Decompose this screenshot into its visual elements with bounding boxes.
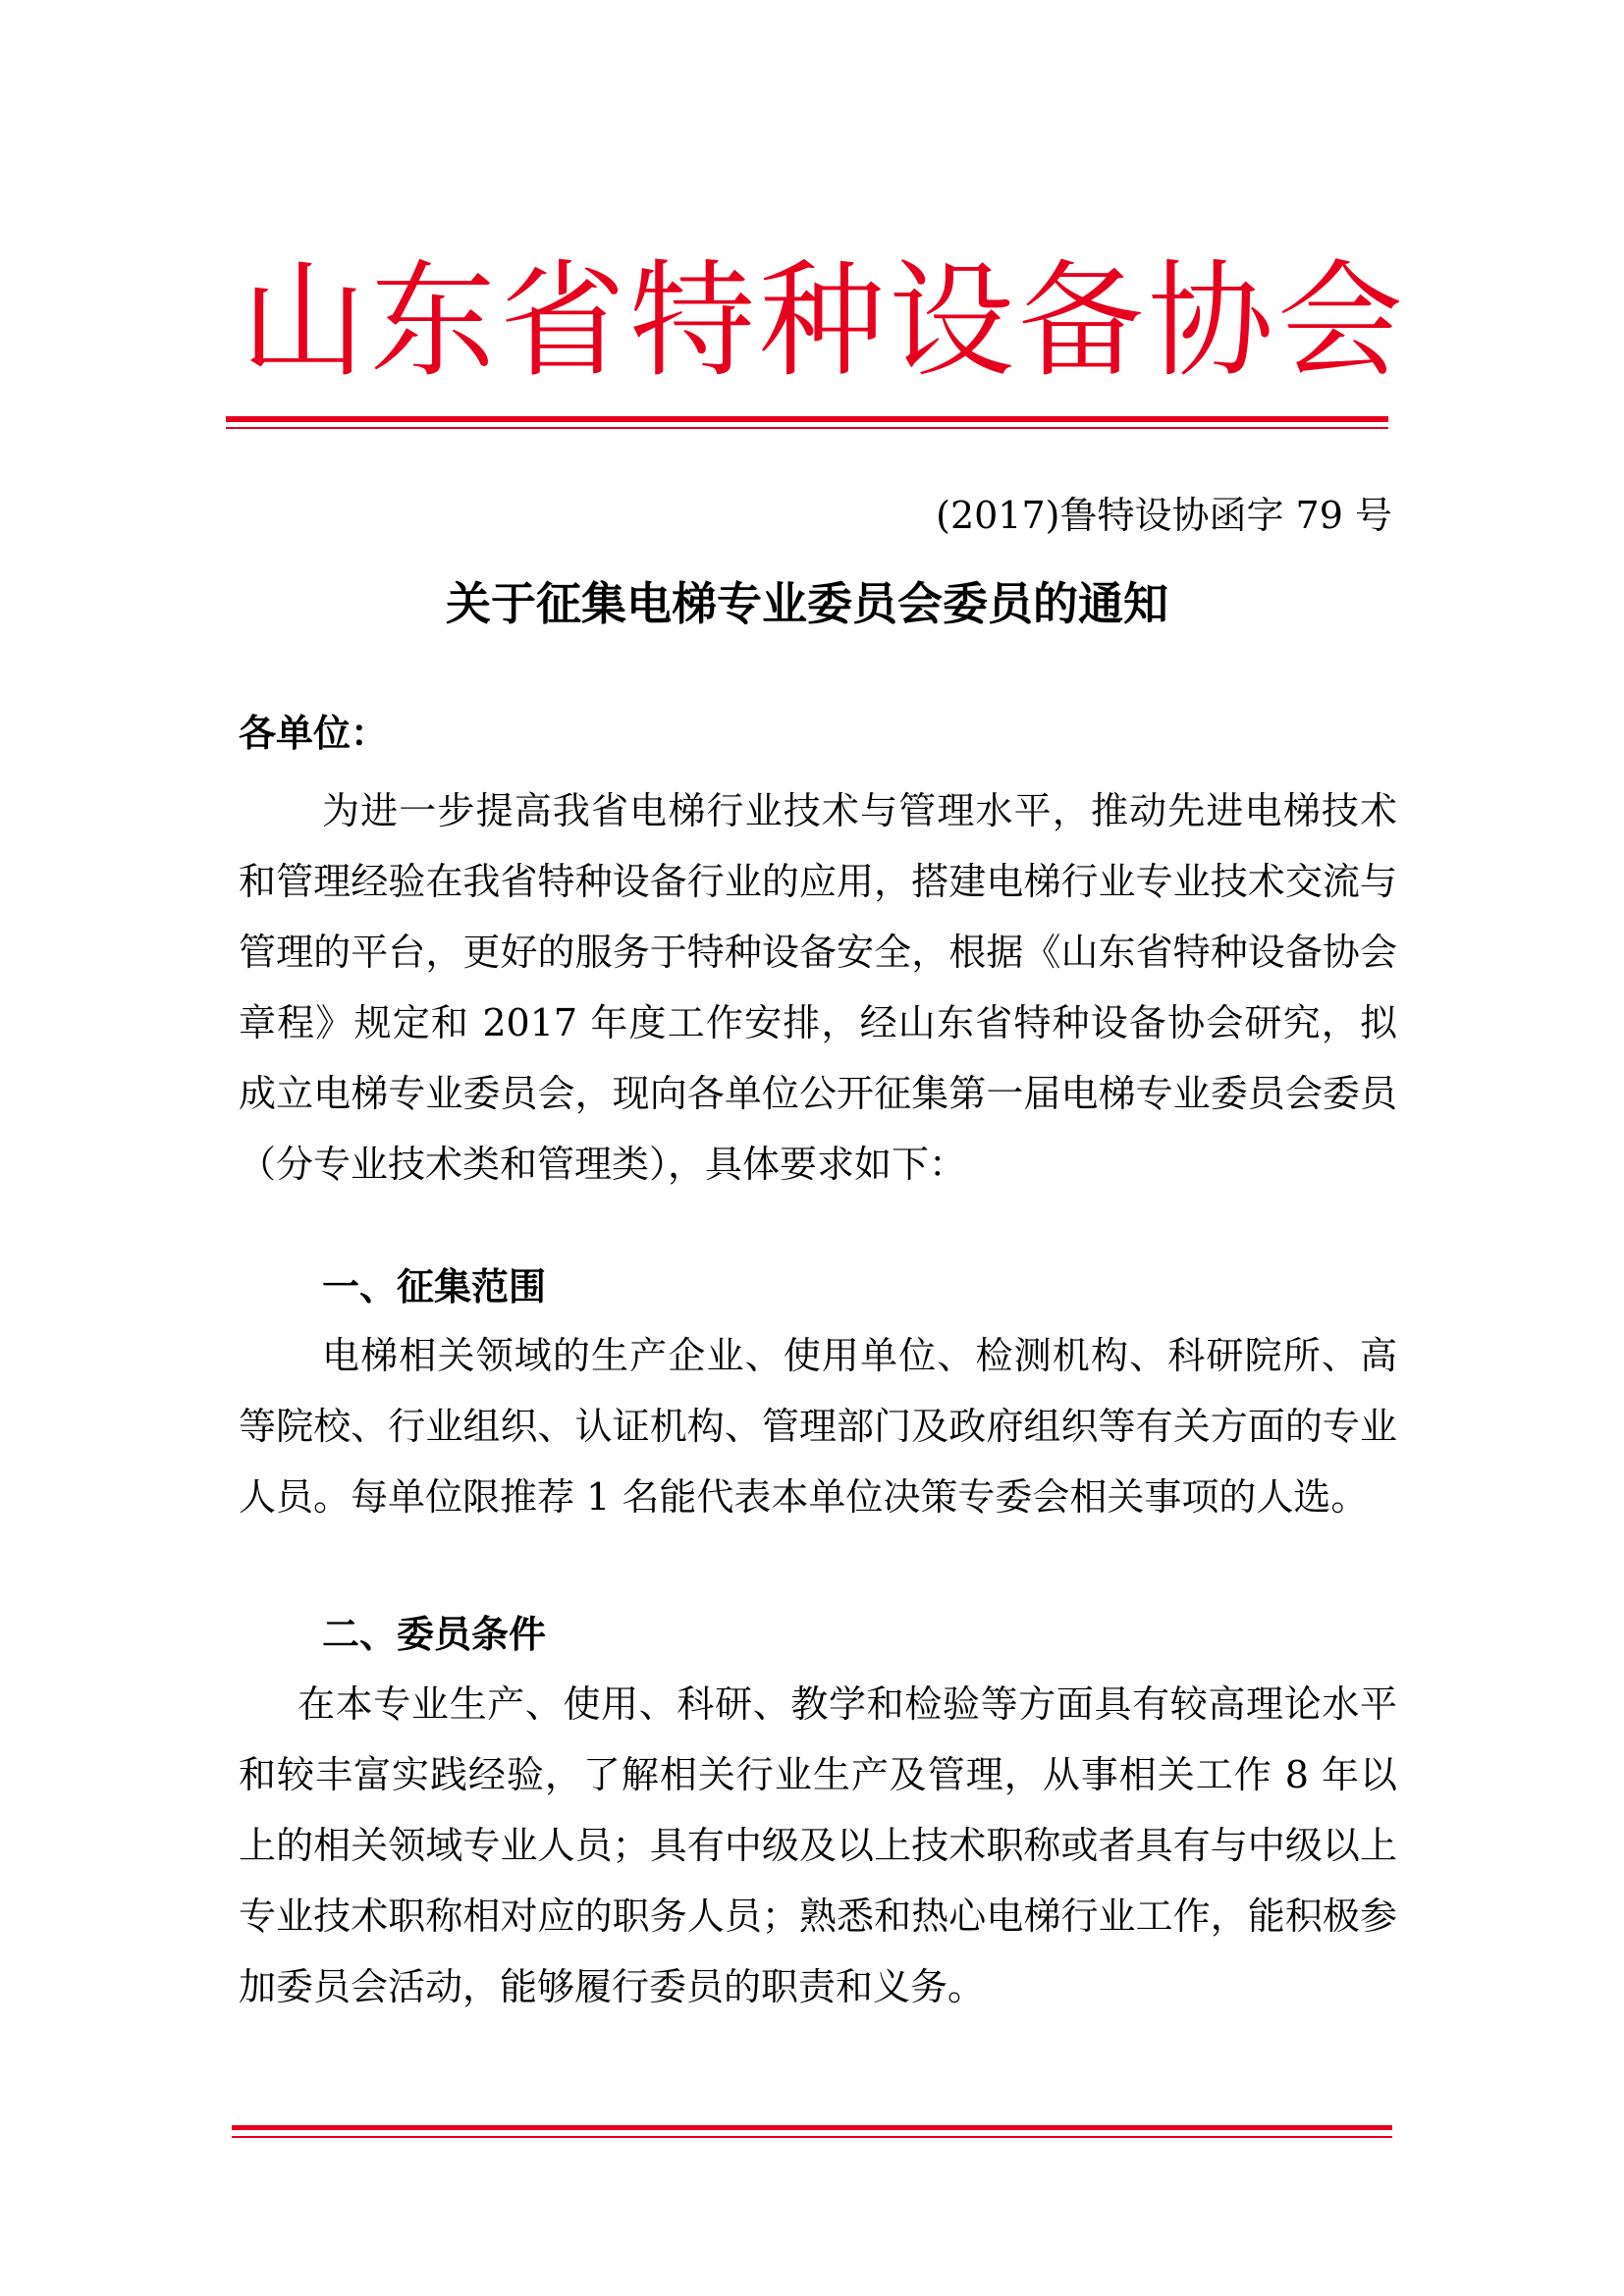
- section-heading-conditions: 二、委员条件: [322, 1613, 547, 1656]
- section-body-scope: 电梯相关领域的生产企业、使用单位、检测机构、科研院所、高等院校、行业组织、认证机构、管理部门及政府组织等有关方面的专业人员。每单位限推荐 1 名能代表本单位决策专委会相关事项的人选。: [239, 1334, 1397, 1519]
- letterhead-rule-thin: [226, 427, 1388, 429]
- letterhead-org-name: 山东省特种设备协会: [241, 248, 1408, 395]
- letterhead-rule-thick: [226, 416, 1388, 422]
- footer-rule-thin: [232, 2136, 1392, 2138]
- document-number: (2017)鲁特设协函字 79 号: [936, 494, 1392, 537]
- intro-paragraph: 为进一步提高我省电梯行业技术与管理水平，推动先进电梯技术和管理经验在我省特种设备行业的应用，搭建电梯行业专业技术交流与管理的平台，更好的服务于特种设备安全，根据《山东省特种设备协会章程》规定和 2017 年度工作安排，经山东省特种设备协会研究，拟成立电梯专业委员会，现向各单位公开征集第一届电梯专业委员会委员（分专业技术类和管理类），具体要求如下：: [239, 789, 1397, 1186]
- section-heading-scope: 一、征集范围: [322, 1265, 547, 1308]
- document-title: 关于征集电梯专业委员会委员的通知: [446, 577, 1168, 630]
- salutation: 各单位：: [239, 712, 389, 755]
- section-body-conditions: 在本专业生产、使用、科研、教学和检验等方面具有较高理论水平和较丰富实践经验，了解相关行业生产及管理，从事相关工作 8 年以上的相关领域专业人员；具有中级及以上技术职称或者具有与中级以上专业技术职称相对应的职务人员；熟悉和热心电梯行业工作，能积极参加委员会活动，能够履行委员的职责和义务。: [239, 1682, 1397, 2008]
- footer-rule-thick: [232, 2125, 1392, 2130]
